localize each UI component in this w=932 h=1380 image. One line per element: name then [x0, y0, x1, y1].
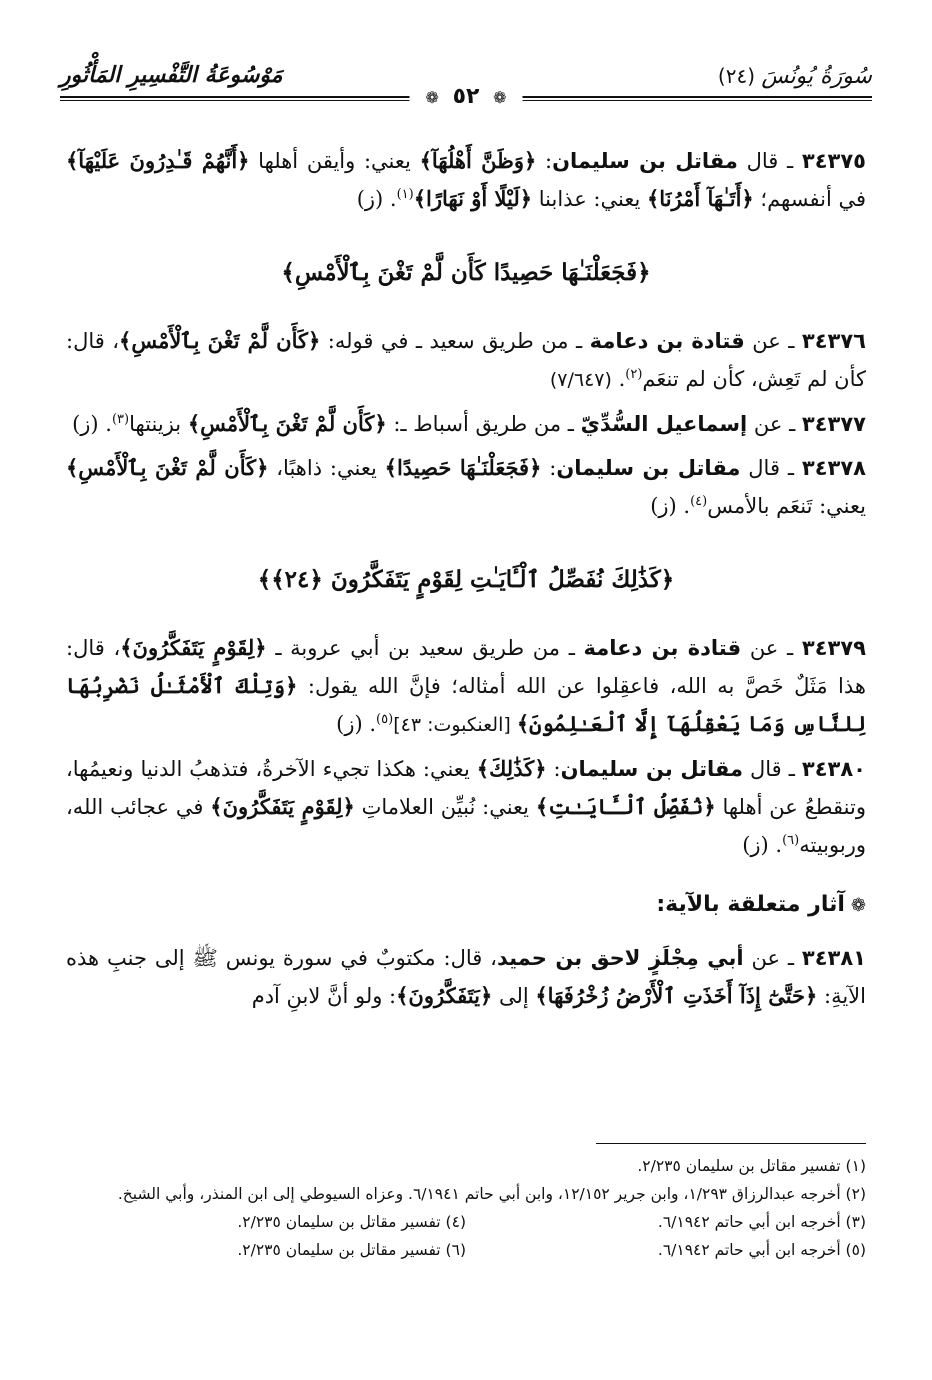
entry-34376 [66, 322, 866, 399]
entry-34380 [66, 750, 866, 864]
footnote-3: (٣) أخرجه ابن أبي حاتم ٦/١٩٤٢. [657, 1213, 866, 1231]
footnote-2: (٢) أخرجه عبدالرزاق ١/٢٩٣، وابن جرير ١٢/١٥٢، وابن أبي حاتم ٦/١٩٤١. وعزاه السيوطي إلى ابن المنذر، وأبي الشيخ. [117, 1185, 866, 1203]
page-number-box [409, 84, 522, 109]
footnote-marker: (٥) [376, 712, 394, 727]
quran-quote: ﴿أَتَـٰهَآ أَمْرُنَا﴾ [646, 186, 754, 211]
footnote-marker: (٤) [690, 494, 708, 509]
footnote-marker: (٣) [111, 412, 130, 427]
entry-text: ـ من طريق أسباط ـ: [386, 412, 581, 436]
entry-number: ٣٤٣٨٠ [801, 757, 866, 781]
entry-number: ٣٤٣٧٦ [801, 329, 866, 353]
footnote-marker: (٢) [625, 367, 643, 382]
entry-text: ـ قال [743, 757, 802, 781]
main-text [66, 142, 866, 1021]
footnote-marker: (١) [396, 187, 414, 202]
entry-number: ٣٤٣٧٩ [801, 636, 866, 660]
footnote-row [66, 1236, 866, 1264]
entry-text: ـ عن [744, 329, 802, 353]
narrator-name: قتادة بن دعامة [583, 636, 742, 660]
entry-text: . (ز) [72, 412, 112, 436]
entry-text: . (ز) [336, 712, 377, 736]
quran-quote: ﴿لَيْلًا أَوْ نَهَارًا﴾ [413, 186, 533, 211]
narrator-name: إسماعيل السُّدِّيّ [580, 412, 748, 436]
footnote-4: (٤) تفسير مقاتل بن سليمان ٢/٢٣٥. [237, 1213, 466, 1231]
footnote-1: (١) تفسير مقاتل بن سليمان ٢/٢٣٥. [637, 1157, 866, 1175]
entry-34377 [66, 405, 866, 443]
footnote-marker: (٦) [782, 833, 800, 848]
book-title: مَوْسُوعَةُ التَّفْسِيرِ المَأْثُورِ [60, 62, 283, 88]
entry-text: ـ عن [743, 946, 802, 970]
page-header [60, 62, 872, 109]
surah-number: (٢٤) [717, 64, 756, 88]
narrator-name: مقاتل بن سليمان [552, 149, 738, 173]
entry-text: ، قال: مكتوبٌ في سورة يونس ﷺ إلى جنبِ هذه الآيةِ: [66, 946, 866, 1008]
entry-text: يعني: وأيقن أهلها [249, 149, 420, 173]
narrator-name: قتادة بن دعامة [589, 329, 745, 353]
entry-text: إلى [492, 984, 536, 1008]
entry-text: بزينتها [129, 412, 188, 436]
footnote-rule [596, 1143, 866, 1144]
flower-icon: ❁ [850, 895, 866, 916]
source-reference: [العنكبوت: ٤٣] [393, 714, 517, 736]
quran-quote: ﴿لِقَوْمٍ يَتَفَكَّرُونَ﴾ [120, 635, 267, 660]
entry-text: . (ز) [356, 187, 397, 211]
quran-quote: ﴿وَظَنَّ أَهْلُهَآ﴾ [419, 148, 537, 173]
entry-text: يعني: عذابنا [532, 187, 647, 211]
footnotes [66, 1152, 866, 1264]
entry-text: : [546, 757, 561, 781]
entry-text: يعني: هكذا تجيء الآخرةُ، فتذهبُ الدنيا ونعيمُها، وتنقطعُ عن أهلها [66, 757, 866, 819]
entry-text: ـ قال [740, 456, 802, 480]
entry-text: : [536, 149, 553, 173]
entry-text: ـ من طريق سعيد بن أبي عروبة ـ [266, 636, 584, 660]
quran-quote: ﴿كَأَن لَّمْ تَغْنَ بِٱلْأَمْسِ﴾ [66, 455, 269, 480]
entry-text: . (ز) [650, 494, 691, 518]
entry-34378 [66, 449, 866, 525]
narrator-name: أبي مِجْلَزٍ لاحق بن حميد [496, 946, 744, 970]
narrator-name: مقاتل بن سليمان [556, 456, 741, 480]
section-title-text: آثار متعلقة بالآية: [656, 892, 845, 917]
quran-quote: ﴿فَجَعَلْنَـٰهَا حَصِيدًا﴾ [384, 455, 542, 480]
entry-text: ـ قال [737, 149, 802, 173]
entry-text: ـ عن [741, 636, 802, 660]
quran-quote: ﴿كَأَن لَّمْ تَغْنَ بِٱلْأَمْسِ﴾ [187, 411, 387, 436]
quran-quote: ﴿أَنَّهُمْ قَـٰدِرُونَ عَلَيْهَآ﴾ [66, 148, 250, 173]
quran-quote: ﴿نُفَصِّلُ ٱلْـَٔايَـٰتِ﴾ [535, 794, 716, 819]
narrator-name: مقاتل بن سليمان [560, 757, 744, 781]
entry-number: ٣٤٣٧٨ [801, 456, 866, 480]
entry-text: في عجائب الله، وربوبيته [66, 795, 866, 857]
entry-number: ٣٤٣٧٥ [801, 149, 866, 173]
entry-34375 [66, 142, 866, 218]
ornament-icon: ❁ [493, 87, 507, 107]
verse-heading: ﴿كَذَٰلِكَ نُفَصِّلُ ٱلْـَٔايَـٰتِ لِقَوْمٍ يَتَفَكَّرُونَ ﴿٢٤﴾﴾ [257, 566, 675, 593]
entry-text: . [611, 367, 626, 391]
entry-text: . (ز) [742, 833, 783, 857]
quran-quote: ﴿لِقَوْمٍ يَتَفَكَّرُونَ﴾ [210, 794, 355, 819]
entry-34379 [66, 629, 866, 744]
footnote-row [66, 1208, 866, 1236]
page-number: ٥٢ [452, 84, 480, 109]
footnote-6: (٦) تفسير مقاتل بن سليمان ٢/٢٣٥. [237, 1241, 466, 1259]
entry-text: في أنفسهم؛ [753, 187, 866, 211]
quran-quote: ﴿كَأَن لَّمْ تَغْنَ بِٱلْأَمْسِ﴾ [119, 328, 321, 353]
entry-number: ٣٤٣٧٧ [801, 412, 866, 436]
entry-text: ، قال: هذا مَثَلٌ خَصَّ به الله، فاعقِلوا عن الله أمثاله؛ فإنَّ الله يقول: [66, 636, 866, 698]
verse-heading: ﴿فَجَعَلْنَـٰهَا حَصِيدًا كَأَن لَّمْ تَغْنَ بِٱلْأَمْسِ﴾ [281, 259, 651, 286]
entry-34381 [66, 939, 866, 1015]
entry-text: : ولو أنَّ لابنِ آدم [251, 984, 397, 1008]
quran-quote: ﴿يَتَفَكَّرُونَ﴾ [396, 983, 493, 1008]
ornament-icon: ❁ [425, 87, 439, 107]
entry-text: ، قال: كأن لم تَعِش، كأن لم تنعَم [66, 329, 866, 391]
quran-quote: ﴿كَذَٰلِكَ﴾ [476, 756, 547, 781]
quran-quote: ﴿وَتِلْكَ ٱلْأَمْثَـٰلُ نَضْرِبُهَا لِلنَّاسِ وَمَا يَعْقِلُهَآ إِلَّا ٱلْعَـٰلِمُونَ﴾ [66, 673, 866, 736]
surah-heading [718, 64, 872, 89]
entry-text: يعني: نُبيِّن العلاماتِ [354, 795, 536, 819]
source-reference: (٧/٦٤٧) [549, 369, 612, 391]
footnote-5: (٥) أخرجه ابن أبي حاتم ٦/١٩٤٢. [657, 1241, 866, 1259]
entry-number: ٣٤٣٨١ [801, 946, 866, 970]
entry-text: يعني: ذاهبًا، [268, 456, 385, 480]
surah-name: سُورَةُ يُونُسَ [761, 64, 872, 89]
quran-quote: ﴿حَتَّىٰٓ إِذَآ أَخَذَتِ ٱلْأَرْضُ زُخْرُفَهَا﴾ [535, 983, 818, 1008]
section-title [66, 886, 866, 925]
entry-text: ـ من طريق سعيد ـ في قوله: [320, 329, 590, 353]
entry-text: : [541, 456, 557, 480]
entry-text: ـ عن [747, 412, 802, 436]
entry-text: يعني: تَنعَم بالأمس [707, 494, 866, 518]
